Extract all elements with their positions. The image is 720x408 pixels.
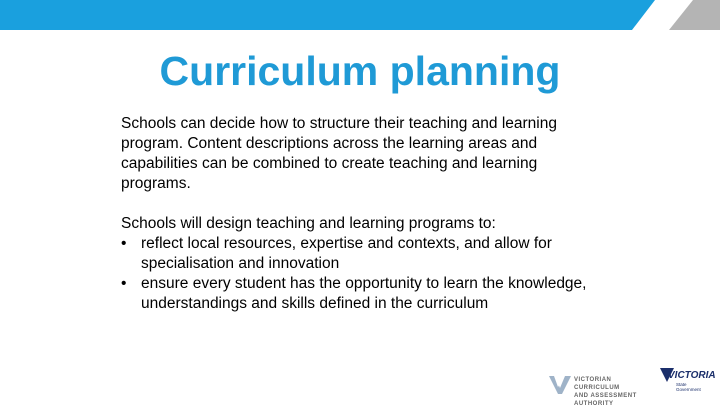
vcaa-logo	[548, 372, 650, 407]
list-intro: Schools will design teaching and learning programs to:	[121, 215, 496, 232]
banner-gray-stripe	[669, 0, 720, 30]
banner-blue-stripe	[0, 0, 655, 30]
slide-title: Curriculum planning	[159, 48, 561, 94]
victoria-name: VICTORIA	[668, 370, 716, 381]
vcaa-logo-text	[574, 376, 650, 408]
bullet-item	[121, 234, 611, 274]
bullet-item	[121, 274, 611, 314]
bullet-icon: •	[121, 275, 127, 292]
victoria-subtitle	[676, 382, 701, 392]
victoria-sub-line-1: State	[676, 382, 687, 387]
bullet-text: reflect local resources, expertise and contexts, and allow for specialisation and innovation	[141, 235, 552, 272]
vcaa-line-2: AND ASSESSMENT AUTHORITY	[574, 393, 637, 407]
slide-body	[121, 114, 611, 314]
vcaa-chevron-icon	[548, 372, 572, 396]
body-paragraph: Schools can decide how to structure their teaching and learning program. Content descriptions across the learning areas and capabilities can be combined to create teaching and learning programs.	[121, 115, 557, 192]
bullet-text: ensure every student has the opportunity to learn the knowledge, understandings and skills defined in the curriculum	[141, 275, 587, 312]
vcaa-line-1: VICTORIAN CURRICULUM	[574, 377, 620, 391]
bullet-list	[121, 234, 611, 314]
victoria-logo	[660, 366, 714, 398]
bullet-icon: •	[121, 235, 127, 252]
victoria-sub-line-2: Government	[676, 387, 701, 392]
top-banner	[0, 0, 720, 30]
